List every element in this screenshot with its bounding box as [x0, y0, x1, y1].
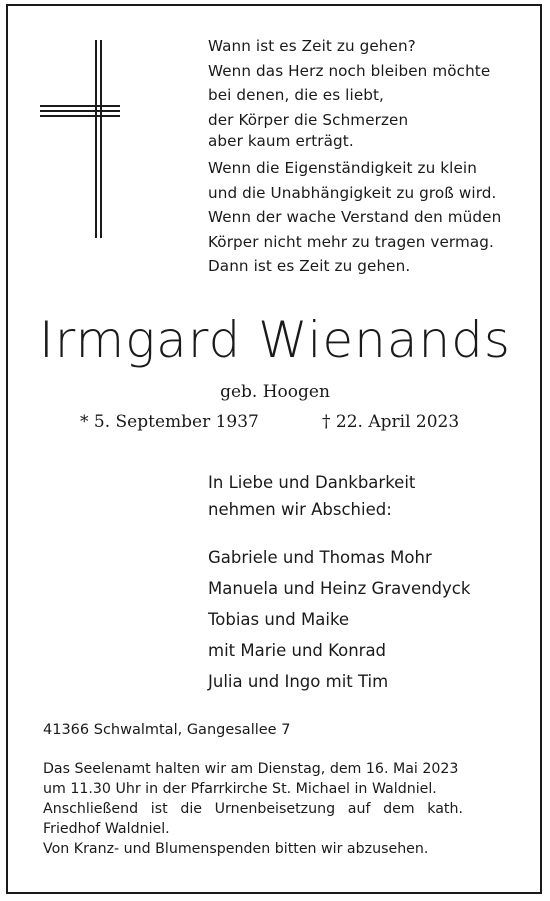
address: 41366 Schwalmtal, Gangesallee 7: [43, 722, 291, 738]
family-member: mit Marie und Konrad: [208, 641, 387, 660]
family-member: Manuela und Heinz Gravendyck: [208, 579, 471, 598]
service-line: Friedhof Waldniel.: [43, 821, 170, 837]
family-member: Julia und Ingo mit Tim: [208, 672, 389, 691]
farewell-line: nehmen wir Abschied:: [208, 500, 392, 519]
poem-line: bei denen, die es liebt,: [208, 86, 384, 104]
poem-line: aber kaum erträgt.: [208, 132, 354, 150]
poem-line: Körper nicht mehr zu tragen vermag.: [208, 232, 494, 251]
poem-line: Wann ist es Zeit zu gehen?: [208, 37, 416, 55]
family-list: [208, 542, 470, 697]
poem-line: Wenn der wache Verstand den müden: [208, 208, 502, 226]
service-info: [43, 759, 463, 859]
cross-icon: [40, 40, 120, 240]
family-member: Gabriele und Thomas Mohr: [208, 548, 432, 567]
service-line: Das Seelenamt halten wir am Dienstag, dem 16. Mai 2023: [43, 761, 459, 777]
farewell-text: [208, 469, 415, 523]
maiden-name: geb. Hoogen: [220, 382, 330, 402]
poem-line: Dann ist es Zeit zu gehen.: [208, 257, 411, 275]
service-line: Anschließend ist die Urnenbeisetzung auf dem kath.: [43, 801, 463, 817]
poem: [208, 34, 528, 279]
poem-line: und die Unabhängigkeit zu groß wird.: [208, 183, 497, 202]
family-member: Tobias und Maike: [208, 610, 350, 629]
poem-line: Wenn das Herz noch bleiben möchte: [208, 61, 491, 80]
poem-line: Wenn die Eigenständigkeit zu klein: [208, 159, 477, 177]
death-date: † 22. April 2023: [322, 412, 460, 432]
service-line: Von Kranz- und Blumenspenden bitten wir abzusehen.: [43, 841, 429, 857]
birth-date: * 5. September 1937: [80, 412, 259, 432]
farewell-line: In Liebe und Dankbarkeit: [208, 473, 416, 492]
deceased-name: Irmgard Wienands: [39, 311, 511, 369]
poem-line: der Körper die Schmerzen: [208, 110, 409, 129]
service-line: um 11.30 Uhr in der Pfarrkirche St. Michael in Waldniel.: [43, 781, 437, 797]
